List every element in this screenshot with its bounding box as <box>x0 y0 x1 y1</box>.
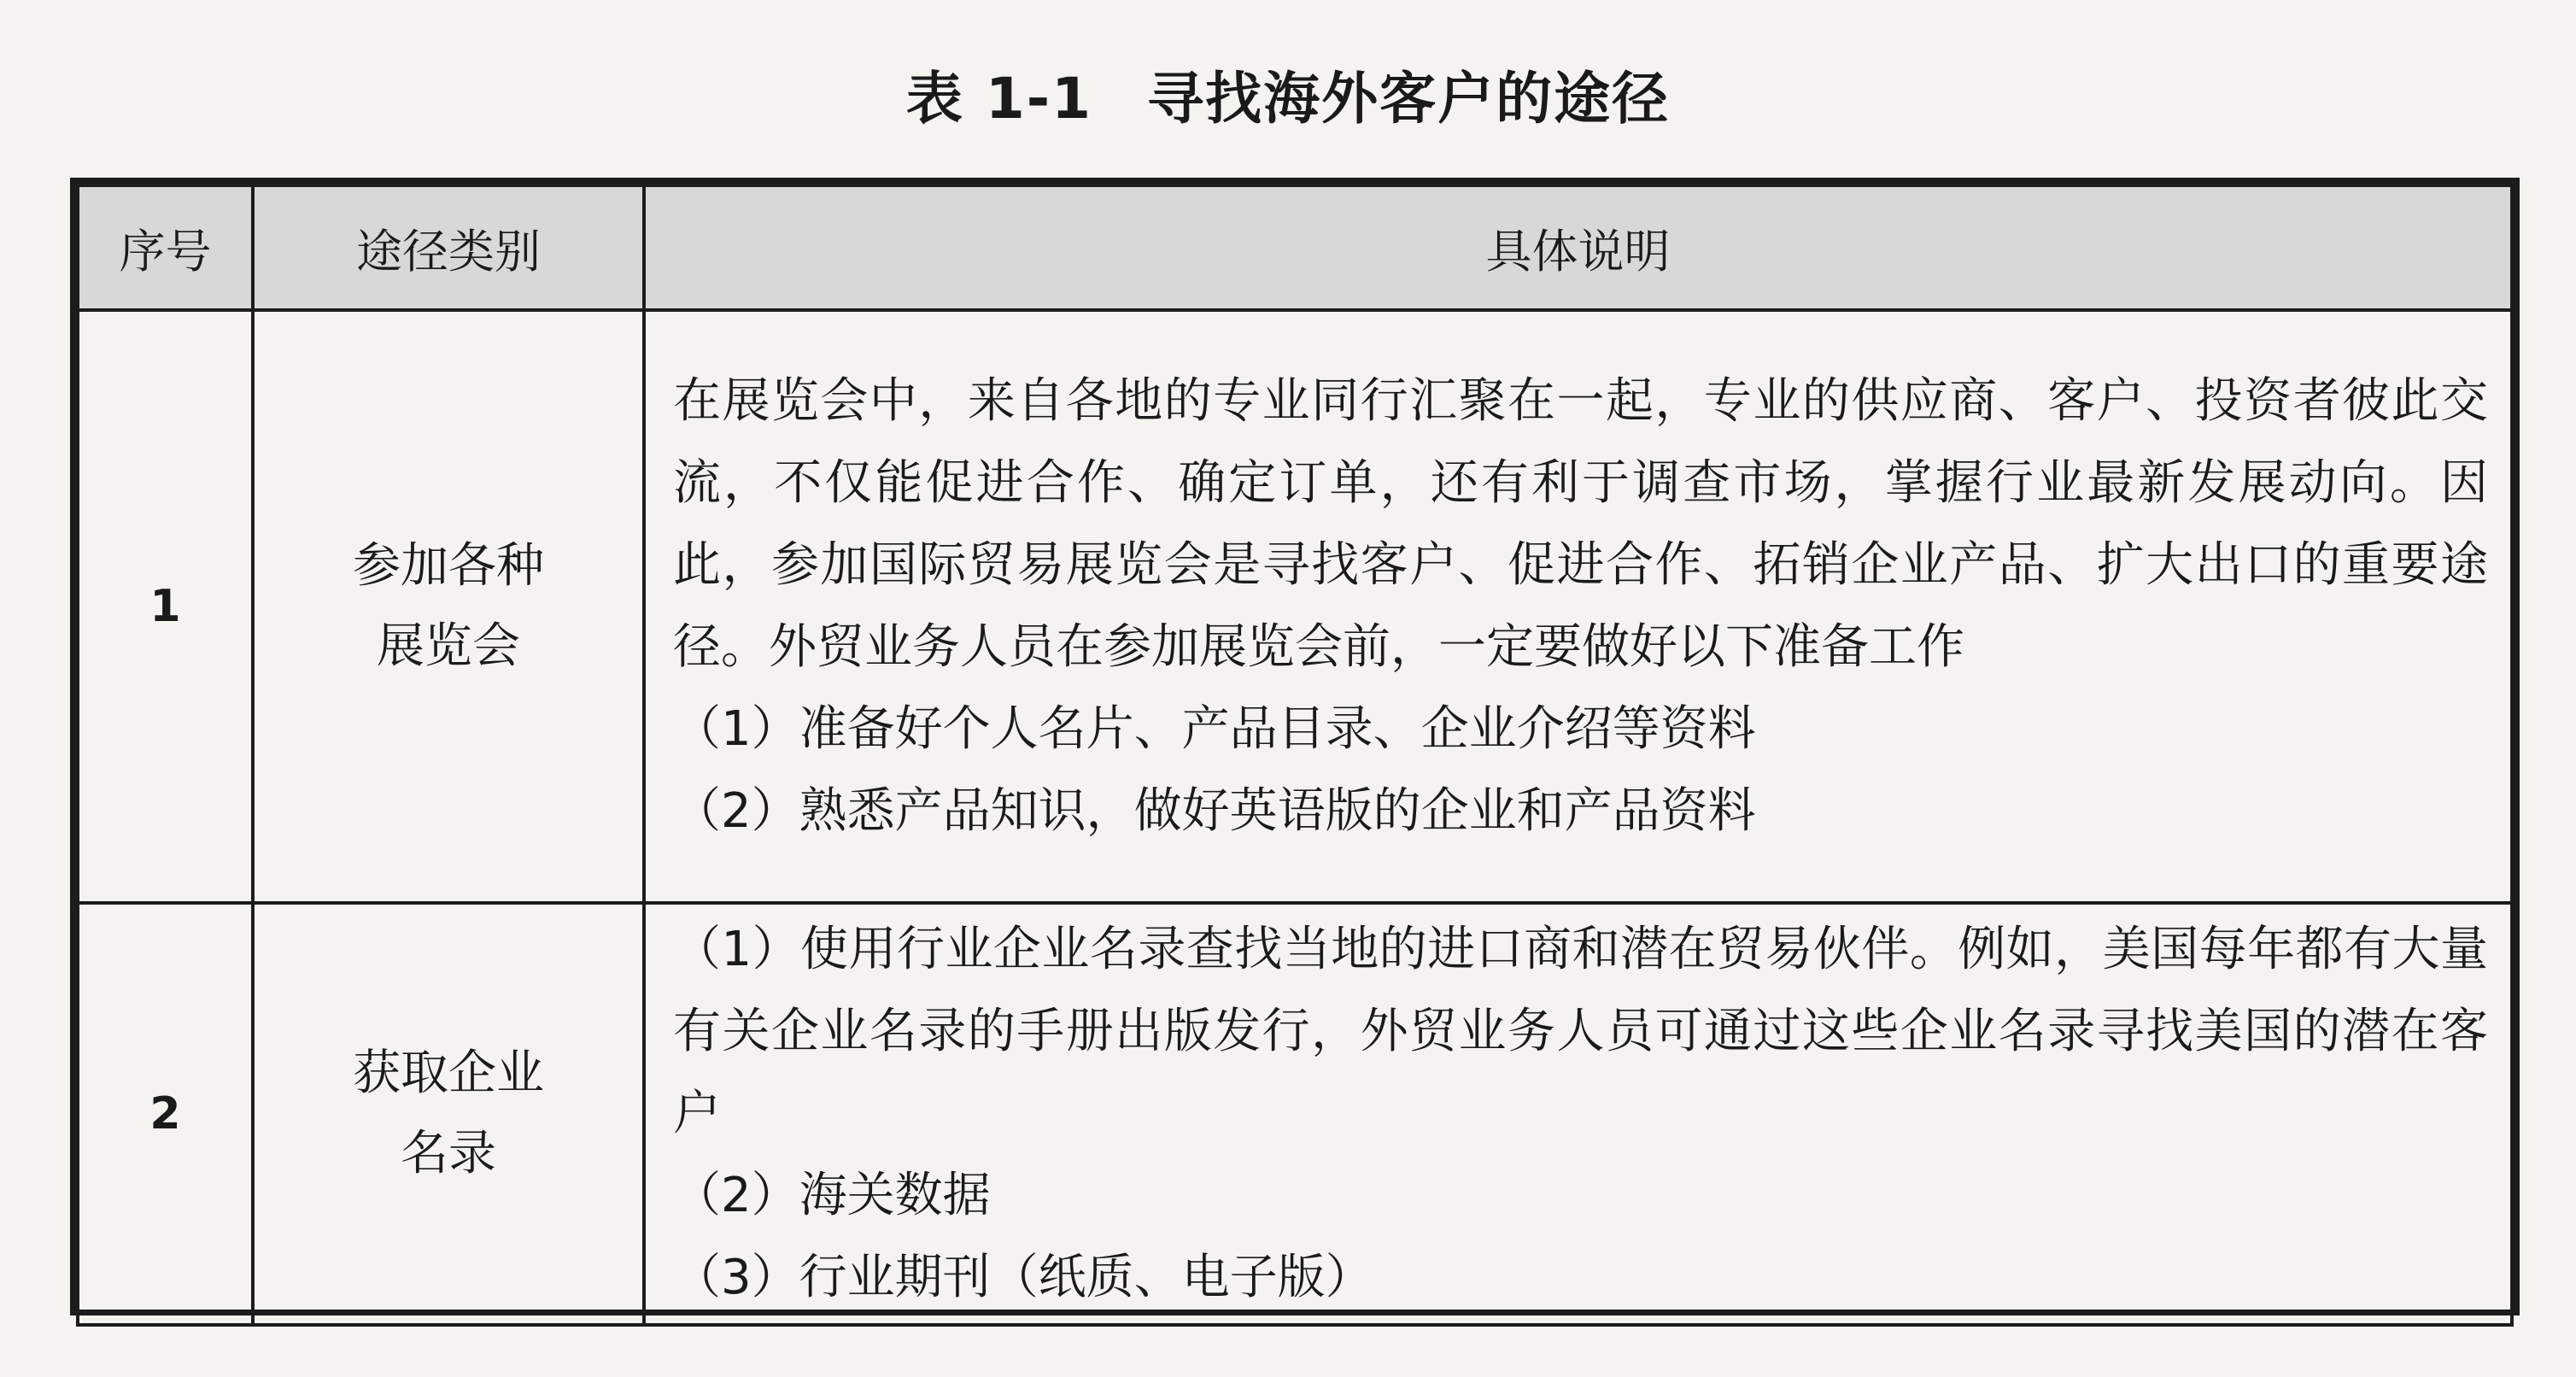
customer-channels-table <box>70 178 2520 1315</box>
header-category: 途径类别 <box>253 185 644 310</box>
description-item: （3）行业期刊（纸质、电子版） <box>673 1250 1373 1305</box>
header-row <box>78 185 2512 310</box>
description-paragraph: 在展览会中，来自各地的专业同行汇聚在一起，专业的供应商、客户、投资者彼此交流，不仅能促进合作、确定订单，还有利于调查市场，掌握行业最新发展动向。因此，参加国际贸易展览会是寻找客户、促进合作、拓销企业产品、扩大出口的重要途径。外贸业务人员在参加展览会前，一定要做好以下准备工作 <box>673 373 2488 675</box>
row-number: 1 <box>78 310 253 903</box>
table-grid <box>76 184 2514 1327</box>
row-category <box>253 903 644 1325</box>
category-line: 展览会 <box>377 618 520 674</box>
category-line: 参加各种 <box>353 538 544 594</box>
header-no: 序号 <box>78 185 253 310</box>
description-item: （2）海关数据 <box>673 1168 991 1223</box>
description-paragraph: （1）使用行业企业名录查找当地的进口商和潜在贸易伙伴。例如，美国每年都有大量有关企业名录的手册出版发行，外贸业务人员可通过这些企业名录寻找美国的潜在客户 <box>673 922 2488 1141</box>
table-title-text: 寻找海外客户的途径 <box>1147 66 1671 132</box>
description-item: （2）熟悉产品知识，做好英语版的企业和产品资料 <box>673 783 1756 839</box>
row-number: 2 <box>78 903 253 1325</box>
row-description <box>644 903 2512 1325</box>
header-description: 具体说明 <box>644 185 2512 310</box>
description-item: （1）准备好个人名片、产品目录、企业介绍等资料 <box>673 701 1756 757</box>
table-title <box>0 58 2576 140</box>
table-row <box>78 310 2512 903</box>
category-line: 获取企业 <box>353 1046 544 1101</box>
table-number: 表 1-1 <box>905 66 1093 132</box>
row-description <box>644 310 2512 903</box>
category-line: 名录 <box>401 1126 496 1181</box>
table-row <box>78 903 2512 1325</box>
row-category <box>253 310 644 903</box>
